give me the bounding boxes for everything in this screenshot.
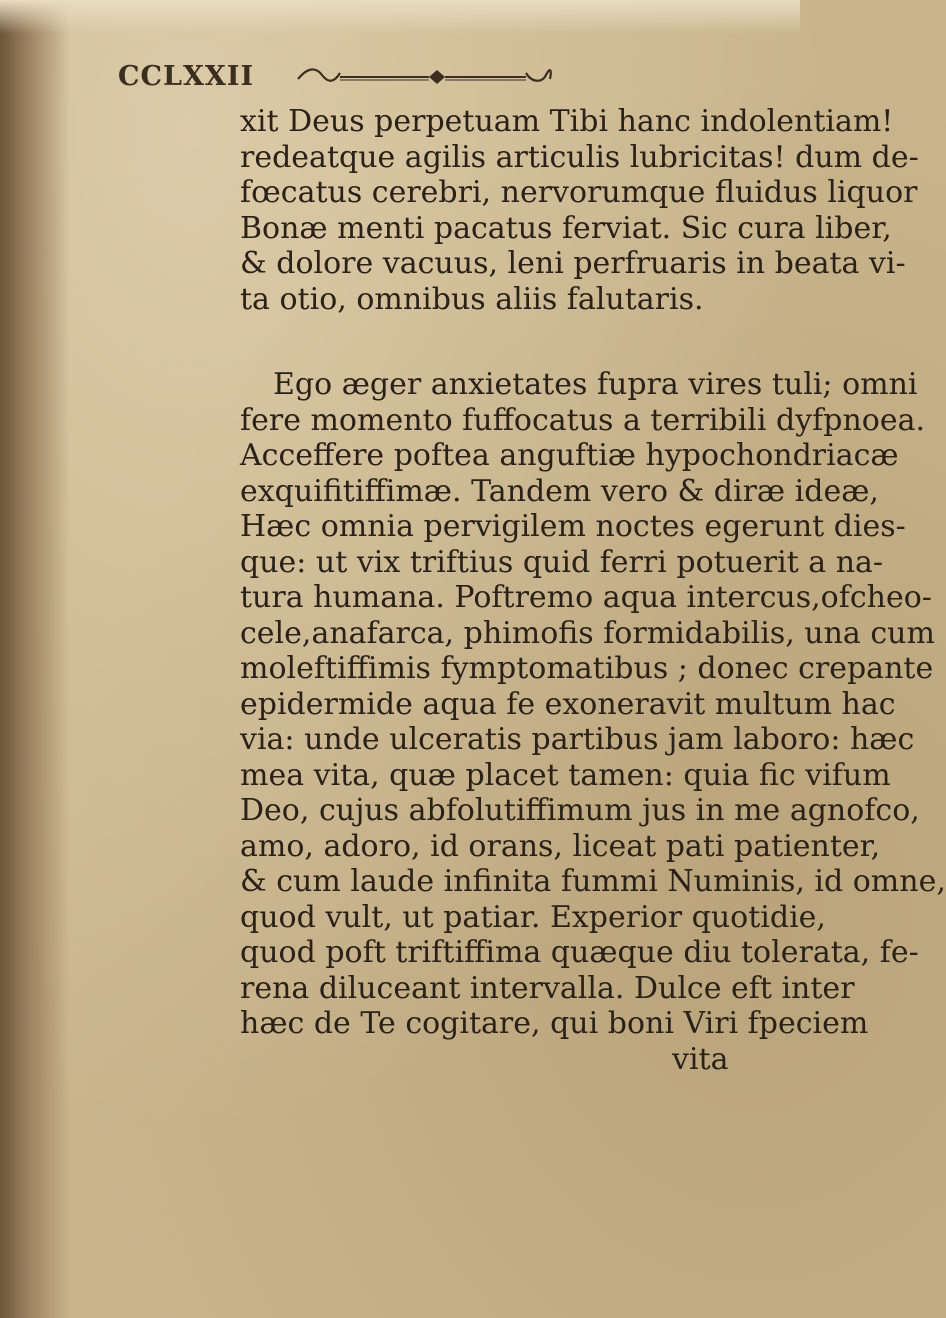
text-line: exquifitiffimæ. Tandem vero & diræ ideæ, bbox=[240, 473, 879, 509]
text-line: mea vita, quæ placet tamen: quia fic vifum bbox=[240, 757, 891, 793]
text-line: Bonæ menti pacatus ferviat. Sic cura liber, bbox=[240, 210, 892, 246]
paragraph-1 bbox=[240, 104, 919, 317]
text-line: hæc de Te cogitare, qui boni Viri fpeciem bbox=[240, 1006, 869, 1041]
paragraph-gap bbox=[240, 317, 800, 367]
text-line: Hæc omnia pervigilem noctes egerunt dies- bbox=[240, 509, 906, 544]
text-line: moleftiffimis fymptomatibus ; donec crepante bbox=[240, 651, 934, 686]
text-line: via: unde ulceratis partibus jam laboro: hæc bbox=[240, 722, 915, 757]
running-header bbox=[118, 58, 638, 94]
text-line: & dolore vacuus, leni perfruaris in beata vi- bbox=[240, 246, 906, 281]
text-line: epidermide aqua fe exoneravit multum hac bbox=[240, 686, 896, 722]
text-line: fere momento fuffocatus a terribili dyfpnoea. bbox=[240, 402, 926, 438]
text-line: cele,anafarca, phimofis formidabilis, una cum bbox=[240, 615, 935, 651]
text-line: Acceffere poftea anguftiæ hypochondriacæ bbox=[240, 438, 899, 473]
text-line: redeatque agilis articulis lubricitas! dum de- bbox=[240, 139, 919, 175]
page-number: CCLXXII bbox=[118, 60, 255, 92]
text-line: rena diluceant intervalla. Dulce eft inter bbox=[240, 970, 855, 1006]
text-line: amo, adoro, id orans, liceat pati patienter, bbox=[240, 828, 881, 864]
text-line: xit Deus perpetuam Tibi hanc indolentiam! bbox=[240, 104, 894, 139]
page-gutter-shadow bbox=[0, 0, 70, 1318]
text-line: fœcatus cerebri, nervorumque fluidus liquor bbox=[240, 175, 918, 210]
text-line: quod poft triftiffima quæque diu tolerata, fe- bbox=[240, 935, 919, 970]
body-text bbox=[240, 104, 946, 1077]
text-line: quod vult, ut patiar. Experior quotidie, bbox=[240, 899, 826, 935]
header-ornament-icon bbox=[294, 65, 554, 87]
text-line: Ego æger anxietates fupra vires tuli; omni bbox=[273, 367, 918, 402]
page-top-edge bbox=[0, 0, 800, 34]
text-line: que: ut vix triftius quid ferri potuerit a na- bbox=[240, 544, 884, 580]
text-line: ta otio, omnibus aliis falutaris. bbox=[240, 281, 704, 317]
paragraph-2 bbox=[240, 367, 946, 1077]
text-line: tura humana. Poftremo aqua intercus,ofcheo- bbox=[240, 580, 932, 615]
catchword: vita bbox=[672, 1041, 729, 1077]
text-line: & cum laude infinita fummi Numinis, id omne, bbox=[240, 864, 946, 899]
text-line: Deo, cujus abfolutiffimum jus in me agnofco, bbox=[240, 793, 920, 828]
